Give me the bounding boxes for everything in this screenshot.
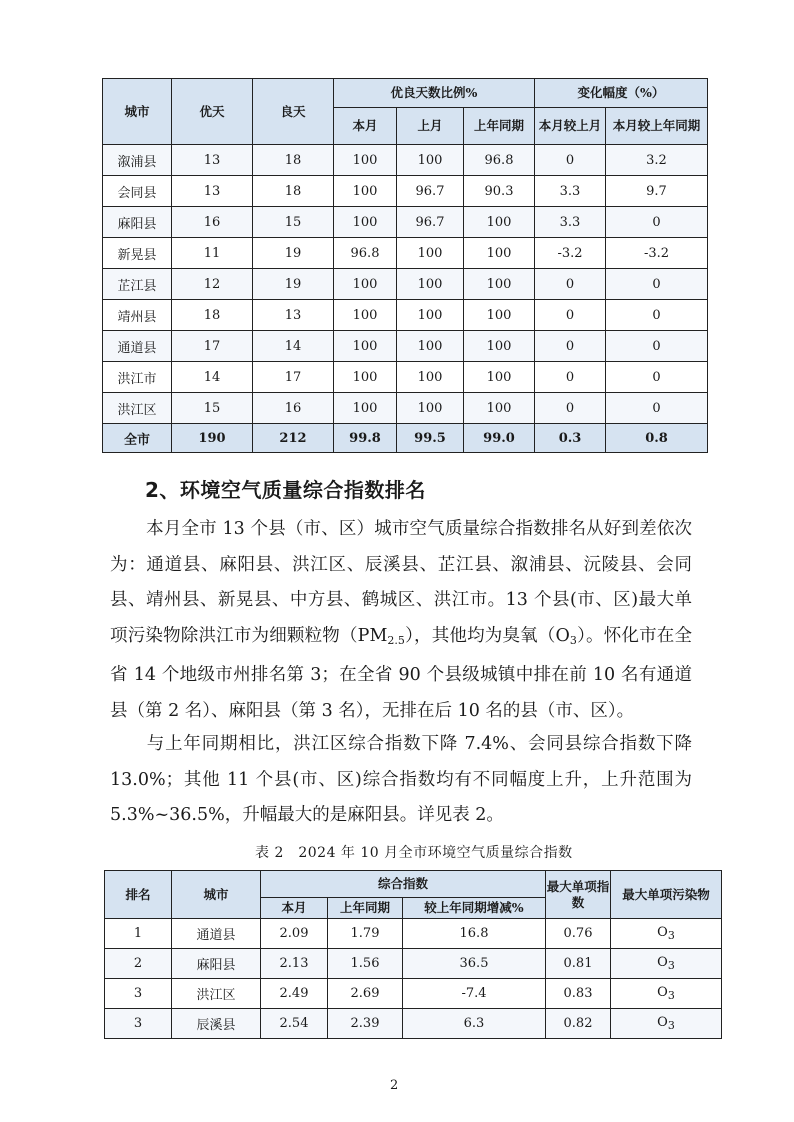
cell-good: 18 — [253, 145, 334, 176]
col-rank: 排名 — [105, 871, 172, 919]
table-row — [103, 207, 708, 238]
cell-vs-last-month: 0 — [535, 269, 606, 300]
cell-pollutant — [611, 1009, 722, 1039]
cell-this-month: 96.8 — [334, 238, 397, 269]
cell-last-year: 100 — [464, 300, 535, 331]
cell-city: 通道县 — [172, 919, 261, 949]
cell-good: 14 — [253, 331, 334, 362]
section-heading: 2、环境空气质量综合指数排名 — [145, 478, 426, 502]
cell-vs-last-month: 3.3 — [535, 176, 606, 207]
cell-vs-last-year: 9.7 — [606, 176, 708, 207]
cell-excellent: 190 — [172, 424, 253, 453]
cell-this-month: 2.54 — [261, 1009, 328, 1039]
table-row — [103, 269, 708, 300]
cell-vs-last-year: 0 — [606, 393, 708, 424]
cell-this-month: 100 — [334, 331, 397, 362]
cell-last-month: 96.7 — [397, 176, 464, 207]
cell-excellent: 16 — [172, 207, 253, 238]
cell-last-year: 100 — [464, 238, 535, 269]
cell-good: 16 — [253, 393, 334, 424]
table-row — [103, 300, 708, 331]
cell-vs-last-month: 3.3 — [535, 207, 606, 238]
cell-last-month: 100 — [397, 145, 464, 176]
cell-city: 辰溪县 — [172, 1009, 261, 1039]
cell-last-year: 100 — [464, 331, 535, 362]
table-row — [103, 331, 708, 362]
cell-last-year: 100 — [464, 393, 535, 424]
cell-good: 15 — [253, 207, 334, 238]
table-row — [105, 919, 722, 949]
cell-max-single: 0.76 — [546, 919, 611, 949]
page-number: 2 — [390, 1078, 399, 1093]
table2-caption: 表 2 2024 年 10 月全市环境空气质量综合指数 — [255, 845, 573, 861]
cell-last-month: 100 — [397, 300, 464, 331]
cell-change: 6.3 — [403, 1009, 546, 1039]
pollutant-subscript: 3 — [667, 1019, 675, 1032]
cell-last-year: 99.0 — [464, 424, 535, 453]
col-last-year: 上年同期 — [464, 108, 535, 145]
cell-excellent: 14 — [172, 362, 253, 393]
cell-this-month: 2.13 — [261, 949, 328, 979]
pm-subscript: 2.5 — [387, 633, 405, 647]
col-group-good-ratio: 优良天数比例% — [334, 79, 535, 108]
cell-good: 13 — [253, 300, 334, 331]
cell-last-year: 2.39 — [328, 1009, 403, 1039]
cell-this-month: 2.09 — [261, 919, 328, 949]
cell-last-month: 100 — [397, 331, 464, 362]
col-max-single-index: 最大单项指数 — [546, 871, 611, 919]
col-vs-last-year: 本月较上年同期 — [606, 108, 708, 145]
cell-good: 18 — [253, 176, 334, 207]
table-row — [105, 949, 722, 979]
cell-max-single: 0.82 — [546, 1009, 611, 1039]
ranking-text-b: ），其他均为臭氧（O — [404, 625, 570, 646]
ranking-paragraph — [110, 512, 692, 730]
cell-rank: 2 — [105, 949, 172, 979]
col-group-change: 变化幅度（%） — [535, 79, 708, 108]
cell-vs-last-year: 3.2 — [606, 145, 708, 176]
cell-max-single: 0.83 — [546, 979, 611, 1009]
col-last-month: 上月 — [397, 108, 464, 145]
cell-excellent: 13 — [172, 176, 253, 207]
cell-excellent: 18 — [172, 300, 253, 331]
cell-last-month: 100 — [397, 238, 464, 269]
cell-this-month: 100 — [334, 362, 397, 393]
pollutant-symbol: O — [657, 1015, 668, 1030]
cell-vs-last-month: -3.2 — [535, 238, 606, 269]
table-row — [105, 1009, 722, 1039]
cell-city: 溆浦县 — [103, 145, 172, 176]
pollutant-subscript: 3 — [667, 989, 675, 1002]
cell-last-month: 100 — [397, 393, 464, 424]
cell-good: 17 — [253, 362, 334, 393]
table-row — [103, 362, 708, 393]
cell-change: 16.8 — [403, 919, 546, 949]
cell-excellent: 13 — [172, 145, 253, 176]
cell-last-year: 1.79 — [328, 919, 403, 949]
cell-city: 麻阳县 — [103, 207, 172, 238]
pollutant-symbol: O — [657, 955, 668, 970]
col-excellent-days: 优天 — [172, 79, 253, 145]
cell-this-month: 100 — [334, 300, 397, 331]
cell-last-year: 90.3 — [464, 176, 535, 207]
ranking-text-a: 本月全市 13 个县（市、区）城市空气质量综合指数排名从好到差依次为：通道县、麻阳县、洪江区、辰溪县、芷江县、溆浦县、沅陵县、会同县、靖州县、新晃县、中方县、鹤城区、洪江市。13 个县(市、区)最大单项污染物除洪江市为细颗粒物（PM — [110, 519, 692, 646]
cell-good: 19 — [253, 269, 334, 300]
cell-vs-last-year: 0.8 — [606, 424, 708, 453]
cell-pollutant — [611, 949, 722, 979]
air-quality-index-table — [104, 870, 722, 1039]
col-last-year: 上年同期 — [328, 898, 403, 919]
pollutant-symbol: O — [657, 985, 668, 1000]
cell-this-month: 2.49 — [261, 979, 328, 1009]
cell-city: 洪江市 — [103, 362, 172, 393]
cell-city: 新晃县 — [103, 238, 172, 269]
cell-this-month: 99.8 — [334, 424, 397, 453]
cell-city: 麻阳县 — [172, 949, 261, 979]
col-change: 较上年同期增减% — [403, 898, 546, 919]
cell-last-year: 100 — [464, 269, 535, 300]
cell-excellent: 12 — [172, 269, 253, 300]
cell-last-year: 96.8 — [464, 145, 535, 176]
cell-city: 洪江区 — [172, 979, 261, 1009]
cell-change: -7.4 — [403, 979, 546, 1009]
cell-last-month: 100 — [397, 269, 464, 300]
table-row — [103, 145, 708, 176]
cell-pollutant — [611, 919, 722, 949]
table-row — [103, 238, 708, 269]
col-city: 城市 — [103, 79, 172, 145]
cell-vs-last-year: 0 — [606, 207, 708, 238]
table-row-total — [103, 424, 708, 453]
col-city: 城市 — [172, 871, 261, 919]
cell-rank: 3 — [105, 979, 172, 1009]
cell-change: 36.5 — [403, 949, 546, 979]
pollutant-subscript: 3 — [667, 959, 675, 972]
cell-vs-last-month: 0 — [535, 300, 606, 331]
cell-city: 会同县 — [103, 176, 172, 207]
cell-pollutant — [611, 979, 722, 1009]
col-good-days: 良天 — [253, 79, 334, 145]
col-max-pollutant: 最大单项污染物 — [611, 871, 722, 919]
col-vs-last-month: 本月较上月 — [535, 108, 606, 145]
cell-vs-last-year: -3.2 — [606, 238, 708, 269]
cell-this-month: 100 — [334, 176, 397, 207]
cell-vs-last-month: 0 — [535, 331, 606, 362]
col-this-month: 本月 — [334, 108, 397, 145]
cell-vs-last-month: 0 — [535, 362, 606, 393]
cell-rank: 1 — [105, 919, 172, 949]
cell-this-month: 100 — [334, 269, 397, 300]
cell-last-year: 100 — [464, 362, 535, 393]
cell-last-month: 96.7 — [397, 207, 464, 238]
cell-rank: 3 — [105, 1009, 172, 1039]
cell-this-month: 100 — [334, 145, 397, 176]
cell-max-single: 0.81 — [546, 949, 611, 979]
col-this-month: 本月 — [261, 898, 328, 919]
cell-excellent: 11 — [172, 238, 253, 269]
pollutant-symbol: O — [657, 925, 668, 940]
cell-vs-last-month: 0 — [535, 145, 606, 176]
table-row — [103, 176, 708, 207]
air-quality-days-table — [102, 78, 708, 453]
table1-body — [103, 145, 708, 424]
cell-vs-last-year: 0 — [606, 331, 708, 362]
cell-excellent: 15 — [172, 393, 253, 424]
cell-last-year: 100 — [464, 207, 535, 238]
cell-last-year: 2.69 — [328, 979, 403, 1009]
cell-city: 靖州县 — [103, 300, 172, 331]
cell-vs-last-year: 0 — [606, 362, 708, 393]
cell-last-year: 1.56 — [328, 949, 403, 979]
cell-this-month: 100 — [334, 207, 397, 238]
table-row — [105, 979, 722, 1009]
cell-vs-last-year: 0 — [606, 269, 708, 300]
cell-last-month: 99.5 — [397, 424, 464, 453]
cell-city: 芷江县 — [103, 269, 172, 300]
table2-body — [105, 919, 722, 1039]
cell-excellent: 17 — [172, 331, 253, 362]
table-row — [103, 393, 708, 424]
comparison-paragraph — [110, 727, 692, 834]
cell-vs-last-month: 0 — [535, 393, 606, 424]
ranking-text-c: ）。怀化市在全省 14 个地级市州排名第 3；在全省 90 个县级城镇中排在前 10 名有通道县（第 2 名）、麻阳县（第 3 名），无排在后 10 名的县（市、区）。 — [110, 625, 692, 721]
comparison-text: 与上年同期相比，洪江区综合指数下降 7.4%、会同县综合指数下降 13.0%；其他 11 个县(市、区)综合指数均有不同幅度上升，上升范围为 5.3%~36.5%，升幅最大的是麻阳县。详见表 2。 — [110, 734, 692, 826]
col-group-index: 综合指数 — [261, 871, 546, 898]
cell-this-month: 100 — [334, 393, 397, 424]
cell-city: 洪江区 — [103, 393, 172, 424]
cell-good: 212 — [253, 424, 334, 453]
cell-last-month: 100 — [397, 362, 464, 393]
cell-city: 通道县 — [103, 331, 172, 362]
cell-vs-last-year: 0 — [606, 300, 708, 331]
cell-city: 全市 — [103, 424, 172, 453]
cell-good: 19 — [253, 238, 334, 269]
o3-subscript: 3 — [569, 633, 577, 647]
cell-vs-last-month: 0.3 — [535, 424, 606, 453]
pollutant-subscript: 3 — [667, 929, 675, 942]
